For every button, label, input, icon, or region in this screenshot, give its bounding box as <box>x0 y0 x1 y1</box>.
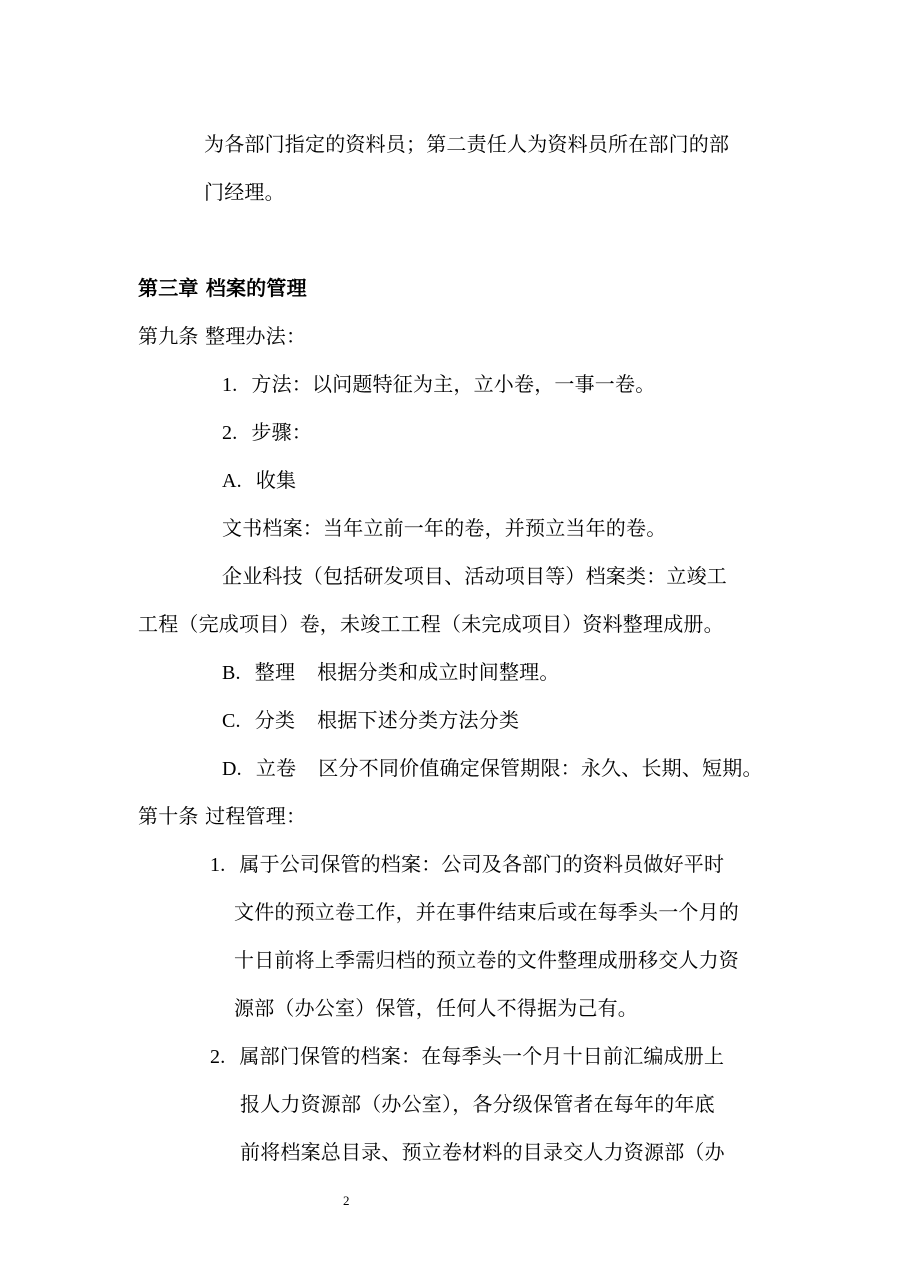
chapter-heading: 第三章 档案的管理 <box>138 276 307 300</box>
step-d <box>222 756 763 781</box>
list-marker: 1. <box>210 854 226 876</box>
article-10-item-2-line-2: 报人力资源部（办公室），各分级保管者在每年的年底 <box>240 1092 715 1116</box>
list-marker: 2. <box>210 1046 226 1068</box>
article-10-title: 第十条 过程管理： <box>138 804 307 828</box>
intro-line-1: 为各部门指定的资料员；第二责任人为资料员所在部门的部 <box>204 132 730 156</box>
step-text: 根据下述分类方法分类 <box>317 708 520 732</box>
step-label: 立卷 <box>255 756 297 780</box>
intro-line-2: 门经理。 <box>204 180 285 204</box>
step-text: 收集 <box>255 468 297 492</box>
keji-archive-line-2: 工程（完成项目）卷，未竣工工程（未完成项目）资料整理成册。 <box>138 612 724 636</box>
step-c <box>222 708 519 733</box>
list-item-text: 步骤： <box>251 420 313 444</box>
step-text: 区分不同价值确定保管期限：永久、长期、短期。 <box>318 756 763 780</box>
list-item-text: 属部门保管的档案：在每季头一个月十日前汇编成册上 <box>239 1044 725 1068</box>
step-label: 整理 <box>254 660 296 684</box>
article-10-item-1-line-1 <box>210 852 724 877</box>
article-9-item-1 <box>222 372 655 397</box>
article-9-item-2 <box>222 420 312 445</box>
step-marker: B. <box>222 662 241 684</box>
wenshu-archive-paragraph: 文书档案：当年立前一年的卷，并预立当年的卷。 <box>222 516 667 540</box>
article-10-item-1-line-2: 文件的预立卷工作，并在事件结束后或在每季头一个月的 <box>234 900 739 924</box>
step-b <box>222 660 560 685</box>
list-item-text: 方法：以问题特征为主，立小卷，一事一卷。 <box>251 372 656 396</box>
article-10-item-2-line-3: 前将档案总目录、预立卷材料的目录交人力资源部（办 <box>240 1140 725 1164</box>
article-10-item-2-line-1 <box>210 1044 724 1069</box>
article-9-title: 第九条 整理办法： <box>138 324 307 348</box>
article-10-item-1-line-3: 十日前将上季需归档的预立卷的文件整理成册移交人力资 <box>234 948 739 972</box>
step-marker: A. <box>222 470 242 492</box>
step-a <box>222 468 296 493</box>
page-number: 2 <box>343 1193 350 1208</box>
step-text: 根据分类和成立时间整理。 <box>317 660 560 684</box>
step-marker: D. <box>222 758 242 780</box>
step-label: 分类 <box>254 708 296 732</box>
keji-archive-line-1: 企业科技（包括研发项目、活动项目等）档案类：立竣工 <box>222 564 727 588</box>
step-marker: C. <box>222 710 241 732</box>
list-marker: 1. <box>222 374 238 396</box>
list-item-text: 属于公司保管的档案：公司及各部门的资料员做好平时 <box>239 852 725 876</box>
article-10-item-1-line-4: 源部（办公室）保管，任何人不得据为己有。 <box>234 996 638 1020</box>
list-marker: 2. <box>222 422 238 444</box>
